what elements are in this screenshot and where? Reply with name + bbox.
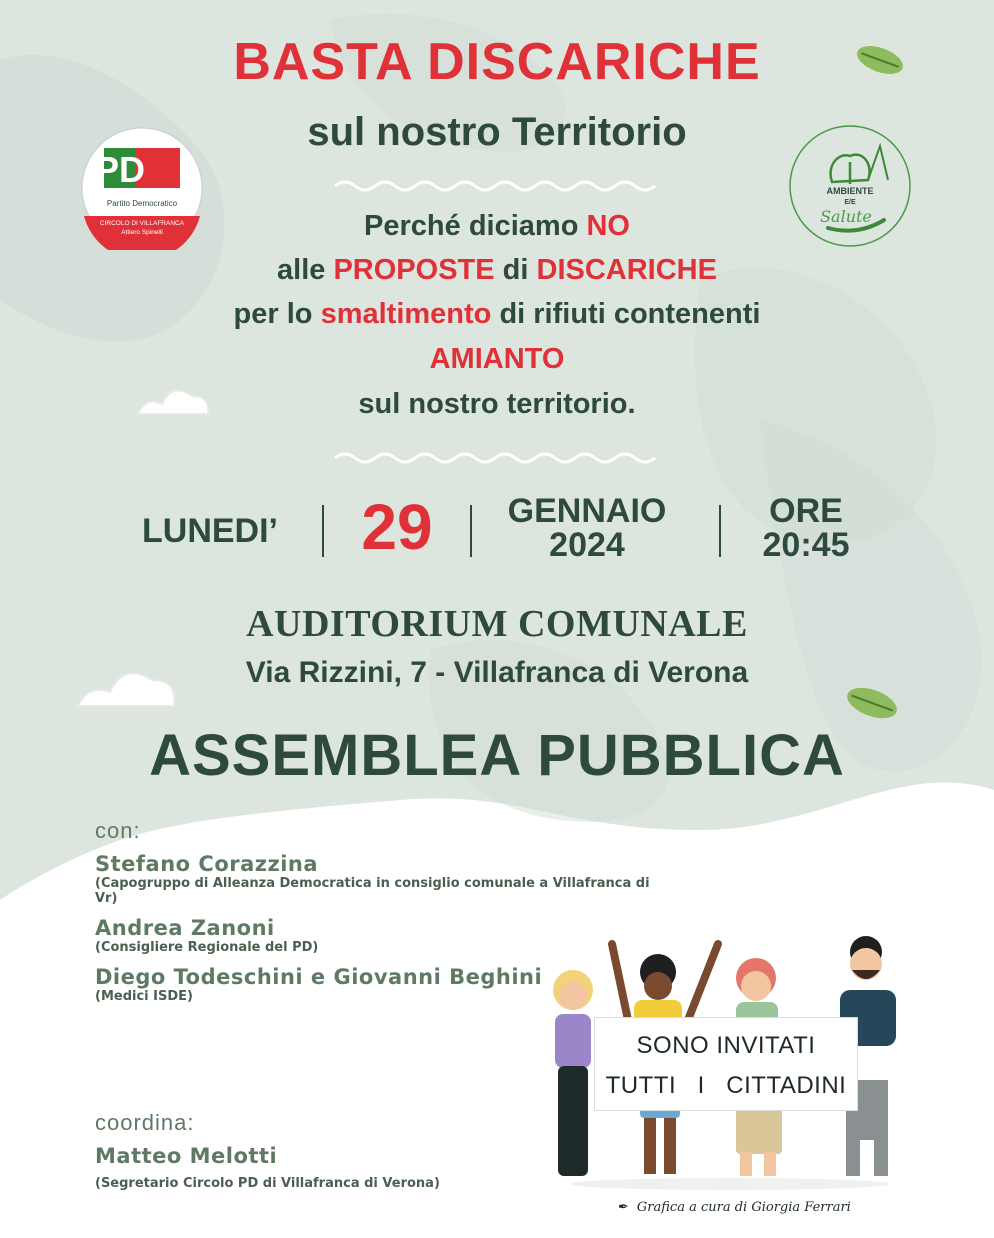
svg-text:Salute: Salute (820, 207, 872, 226)
moderator-role: (Segretario Circolo PD di Villafranca di Verona) (95, 1176, 440, 1191)
statement-highlight: DISCARICHE (536, 254, 717, 286)
venue-address: Via Rizzini, 7 - Villafranca di Verona (245, 656, 749, 689)
statement-text: Perché diciamo (364, 210, 587, 242)
date-divider (322, 505, 324, 557)
svg-text:CIRCOLO DI VILLAFRANCA: CIRCOLO DI VILLAFRANCA (99, 220, 185, 227)
svg-text:E/E: E/E (844, 199, 856, 206)
date-divider (470, 505, 472, 557)
sign-line-2: TUTTI I CITTADINI (605, 1072, 847, 1099)
graphic-credit (618, 1200, 851, 1215)
speaker-role: (Medici ISDE) (95, 989, 193, 1004)
time-label: ORE (769, 492, 843, 530)
pen-nib-icon: ✒ (618, 1200, 629, 1215)
statement-highlight: smaltimento (320, 298, 492, 330)
speaker-role: (Consigliere Regionale del PD) (95, 940, 319, 955)
svg-text:Attiero Spinelli: Attiero Spinelli (121, 229, 163, 236)
date-time (744, 494, 868, 562)
speaker-name: Andrea Zanoni (95, 916, 275, 940)
svg-text:PD: PD (94, 149, 146, 190)
time-value: 20:45 (762, 526, 850, 564)
venue-name: AUDITORIUM COMUNALE (246, 603, 748, 645)
credit-text: Grafica a cura di Giorgia Ferrari (636, 1200, 851, 1215)
statement-text: di (494, 254, 537, 286)
statement-line-1 (0, 204, 994, 248)
subheadline: sul nostro Territorio (307, 110, 687, 154)
statement-line-2 (0, 248, 994, 292)
date-month: GENNAIO (507, 492, 667, 530)
svg-text:AMBIENTE: AMBIENTE (826, 186, 874, 196)
moderator-label: coordina: (95, 1110, 195, 1135)
sign-line-1: SONO INVITATI (636, 1032, 816, 1059)
statement-text: di rifiuti contenenti (491, 298, 761, 330)
statement-line-5: sul nostro territorio. (358, 388, 636, 420)
speaker-name: Diego Todeschini e Giovanni Beghini (95, 965, 543, 989)
date-weekday: LUNEDI’ (142, 512, 278, 550)
speaker-name: Stefano Corazzina (95, 852, 319, 876)
statement-text: per lo (233, 298, 321, 330)
date-day: 29 (361, 491, 433, 563)
date-divider (719, 505, 721, 557)
speakers-label: con: (95, 818, 141, 843)
statement-highlight: NO (586, 210, 630, 242)
statement-line-3 (0, 292, 994, 336)
statement-line-4: AMIANTO (429, 343, 565, 375)
speaker-role: (Capogruppo di Alleanza Democratica in consiglio comunale a Villafranca di Vr) (95, 876, 650, 906)
speaker-item (95, 852, 655, 906)
moderator-name: Matteo Melotti (95, 1144, 278, 1168)
headline: BASTA DISCARICHE (233, 33, 761, 91)
date-year: 2024 (549, 526, 625, 564)
event-type: ASSEMBLEA PUBBLICA (149, 723, 845, 788)
statement-highlight: PROPOSTE (333, 254, 495, 286)
invitation-sign (594, 1017, 858, 1111)
statement-text: alle (277, 254, 334, 286)
svg-text:Partito Democratico: Partito Democratico (106, 199, 178, 208)
date-month-year (490, 494, 684, 562)
